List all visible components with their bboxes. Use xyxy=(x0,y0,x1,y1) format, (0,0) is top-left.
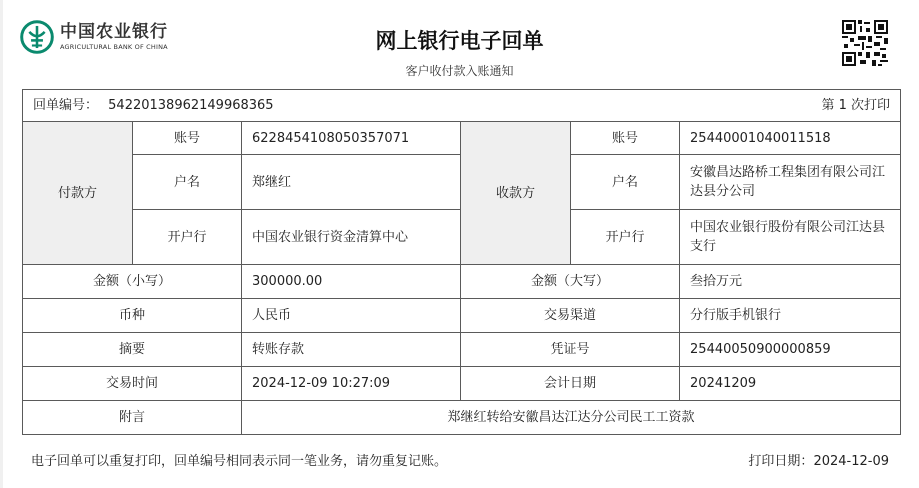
time-row xyxy=(23,367,901,401)
payee-account-label: 账号 xyxy=(571,122,680,155)
channel-label: 交易渠道 xyxy=(461,299,680,333)
accounting-date: 20241209 xyxy=(680,367,901,401)
payee-name: 安徽昌达路桥工程集团有限公司江达县分公司 xyxy=(680,155,901,210)
currency-row xyxy=(23,299,901,333)
payee-account: 25440001040011518 xyxy=(680,122,901,155)
transaction-time: 2024-12-09 10:27:09 xyxy=(242,367,461,401)
time-label: 交易时间 xyxy=(23,367,242,401)
summary-row xyxy=(23,333,901,367)
qr-code-icon xyxy=(842,20,888,66)
remark-label: 附言 xyxy=(23,401,242,435)
accounting-date-label: 会计日期 xyxy=(461,367,680,401)
currency-label: 币种 xyxy=(23,299,242,333)
payee-bank: 中国农业银行股份有限公司江达县支行 xyxy=(680,210,901,265)
print-date-value: 2024-12-09 xyxy=(813,454,889,469)
payee-bank-label: 开户行 xyxy=(571,210,680,265)
print-date xyxy=(748,450,889,469)
summary: 转账存款 xyxy=(242,333,461,367)
footer-notice: 电子回单可以重复打印，回单编号相同表示同一笔业务，请勿重复记账。 xyxy=(31,454,448,469)
bank-name-cn: 中国农业银行 xyxy=(60,22,168,42)
payer-bank: 中国农业银行资金清算中心 xyxy=(242,210,461,265)
amount-big: 叁拾万元 xyxy=(680,265,901,299)
remark-row xyxy=(23,401,901,435)
payer-name-label: 户名 xyxy=(133,155,242,210)
receipt-header-row xyxy=(23,90,901,122)
payer-name: 郑继红 xyxy=(242,155,461,210)
payer-account-label: 账号 xyxy=(133,122,242,155)
receipt-number-label: 回单编号： xyxy=(33,98,99,113)
voucher: 25440050900000859 xyxy=(680,333,901,367)
receipt-number: 54220138962149968365 xyxy=(108,98,274,113)
page-subtitle: 客户收付款入账通知 xyxy=(405,64,514,78)
payer-section-label: 付款方 xyxy=(23,122,133,265)
payer-bank-label: 开户行 xyxy=(133,210,242,265)
amount-row xyxy=(23,265,901,299)
receipt-table xyxy=(22,89,901,435)
bank-name-en: AGRICULTURAL BANK OF CHINA xyxy=(60,43,168,51)
page-title: 网上银行电子回单 xyxy=(375,29,544,53)
summary-label: 摘要 xyxy=(23,333,242,367)
channel: 分行版手机银行 xyxy=(680,299,901,333)
payer-account: 6228454108050357071 xyxy=(242,122,461,155)
account-row xyxy=(23,122,901,155)
payee-section-label: 收款方 xyxy=(461,122,571,265)
currency: 人民币 xyxy=(242,299,461,333)
amount-small: 300000.00 xyxy=(242,265,461,299)
payee-name-label: 户名 xyxy=(571,155,680,210)
remark: 郑继红转给安徽昌达江达分公司民工工资款 xyxy=(242,401,901,435)
print-count: 第 1 次打印 xyxy=(461,90,901,122)
voucher-label: 凭证号 xyxy=(461,333,680,367)
amount-big-label: 金额（大写） xyxy=(461,265,680,299)
print-date-label: 打印日期： xyxy=(748,454,814,469)
amount-small-label: 金额（小写） xyxy=(23,265,242,299)
